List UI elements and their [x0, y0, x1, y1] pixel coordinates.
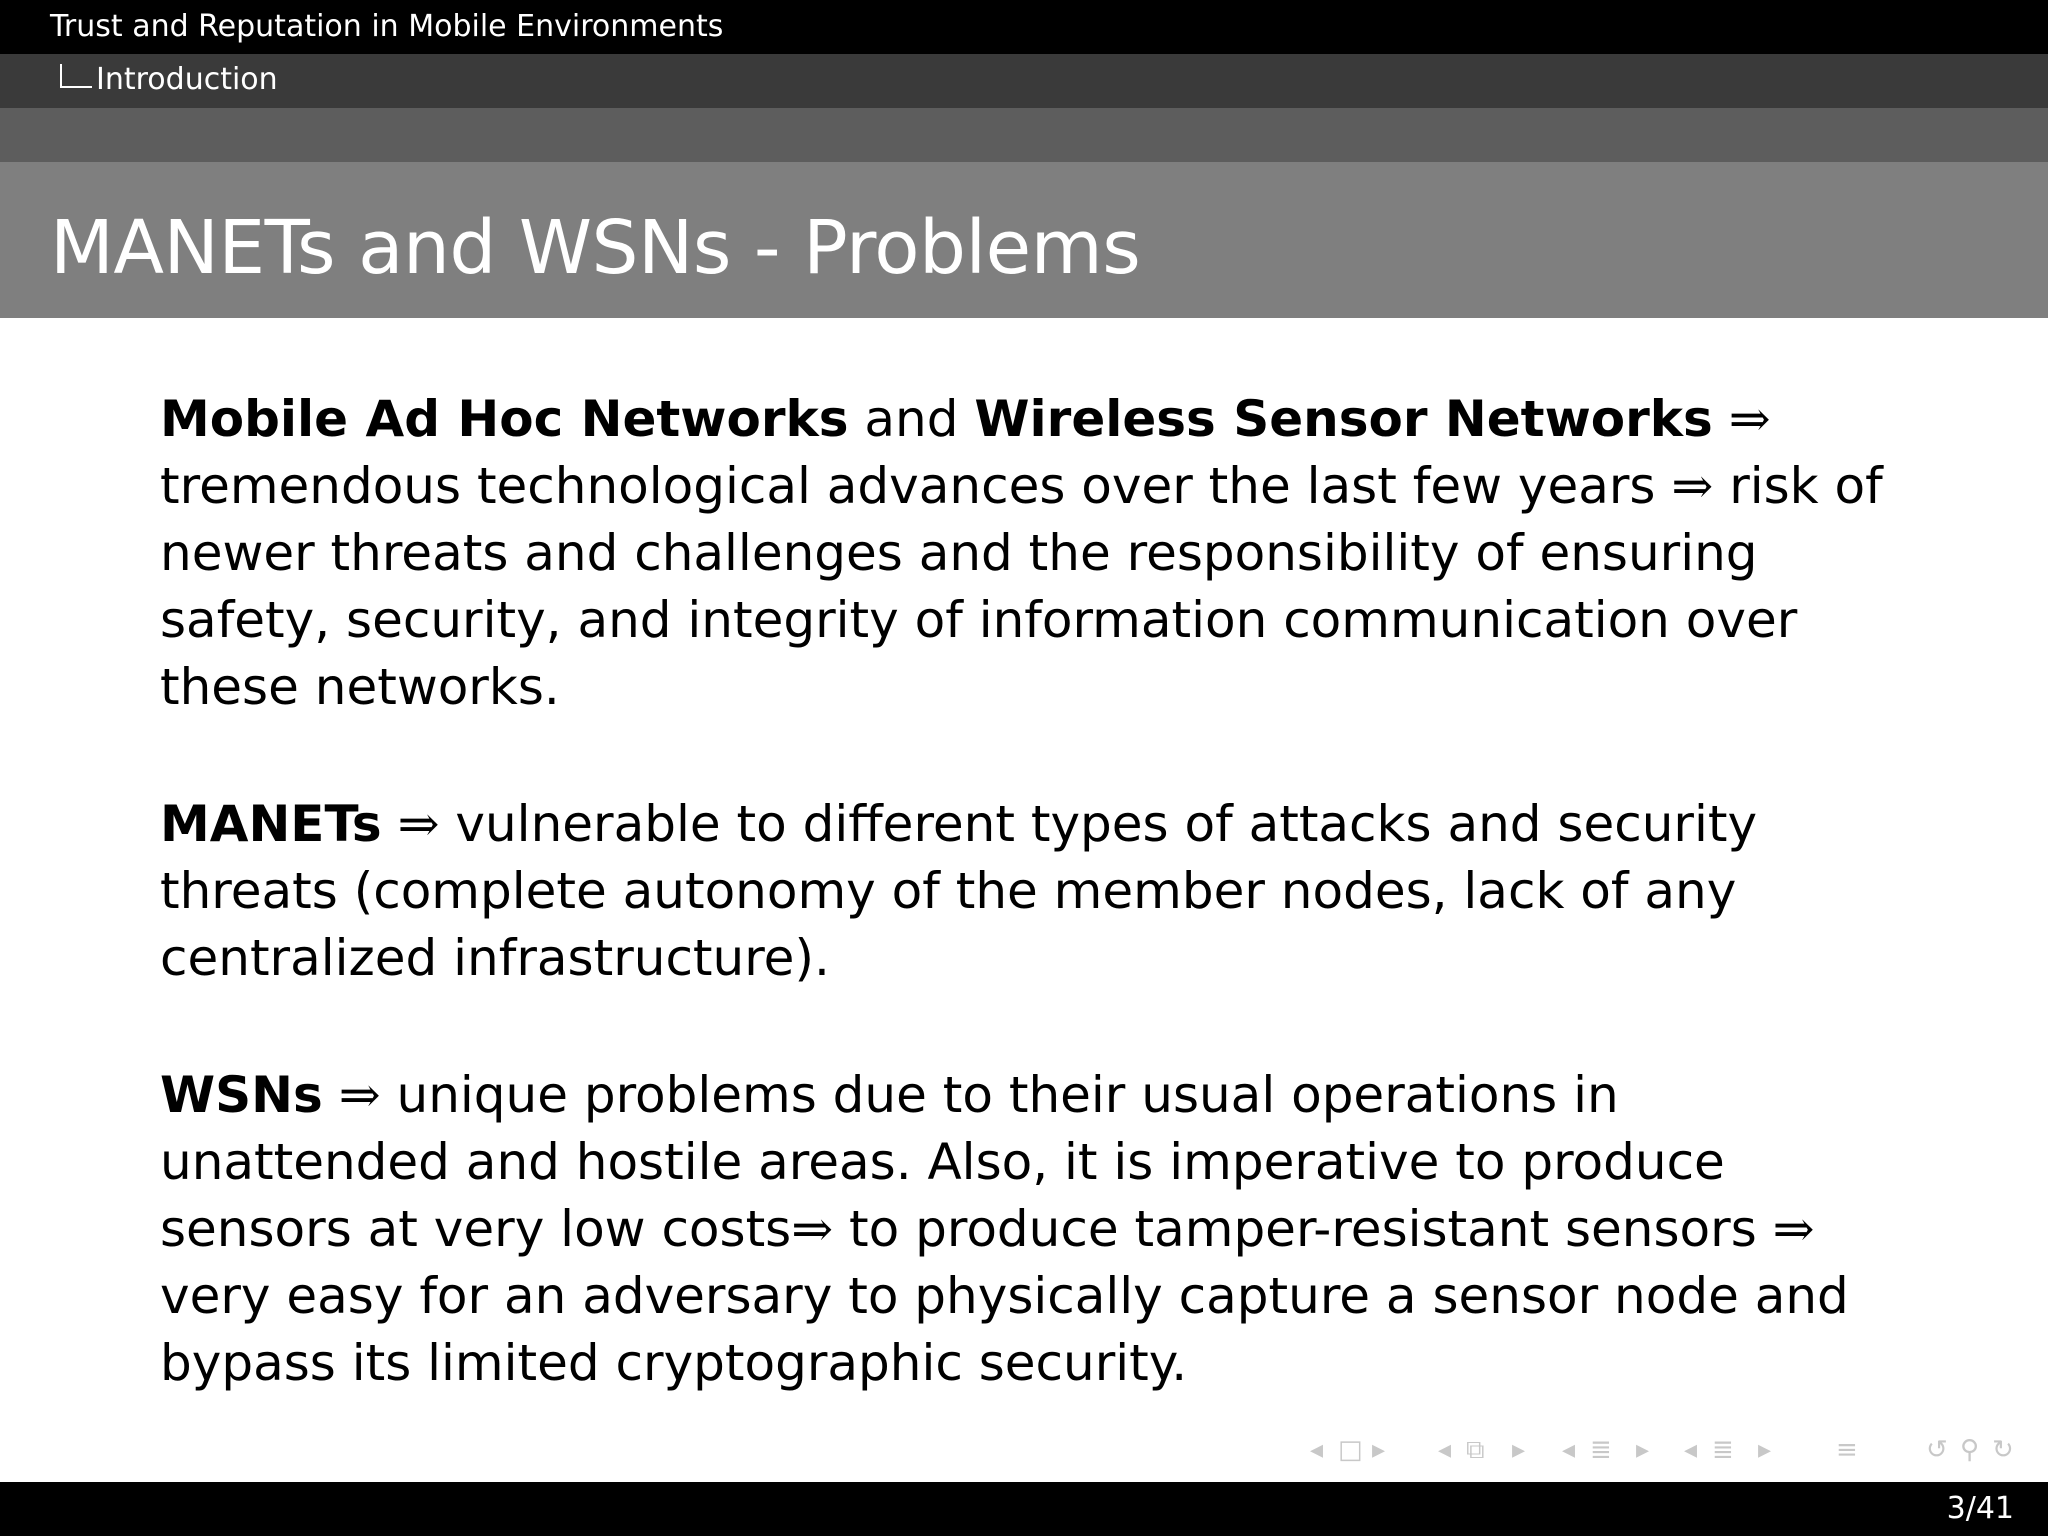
paragraph-manets — [160, 791, 1900, 992]
arrow-right-icon[interactable]: ▸ — [1512, 1435, 1526, 1465]
list-icon[interactable]: ≣ — [1712, 1435, 1734, 1465]
paragraph-overview — [160, 386, 1900, 721]
arrow-left-icon[interactable]: ◂ — [1562, 1435, 1576, 1465]
tree-corner-icon — [60, 64, 92, 88]
implies-arrow-icon: ⇒ — [397, 795, 440, 853]
term-manet-full: Mobile Ad Hoc Networks — [160, 390, 849, 448]
implies-arrow-icon: ⇒ — [1728, 390, 1771, 448]
paragraph-text: very easy for an adversary to physically capture a sensor node and bypass its limited cryptographic security. — [160, 1267, 1849, 1392]
footer-bar — [0, 1482, 2048, 1536]
term-wsn-full: Wireless Sensor Networks — [974, 390, 1713, 448]
header-presentation-bar — [0, 0, 2048, 54]
paragraph-text: tremendous technological advances over the last few years — [160, 457, 1656, 515]
implies-arrow-icon: ⇒ — [1772, 1200, 1815, 1258]
align-icon[interactable]: ≡ — [1836, 1435, 1858, 1465]
arrow-right-icon[interactable]: ▸ — [1636, 1435, 1650, 1465]
undo-icon[interactable]: ↺ — [1926, 1435, 1948, 1465]
arrow-right-icon[interactable]: ▸ — [1372, 1435, 1386, 1465]
paragraph-text: risk of newer threats and challenges and the responsibility of ensuring safety, security, and integrity of information communication over these networks. — [160, 457, 1883, 716]
search-icon[interactable]: ⚲ — [1960, 1435, 1980, 1465]
section-name[interactable]: Introduction — [96, 62, 278, 97]
slide-content — [160, 386, 1900, 1467]
page-number: 3/41 — [1946, 1491, 2014, 1526]
term-wsns: WSNs — [160, 1066, 323, 1124]
presentation-title[interactable]: Trust and Reputation in Mobile Environments — [50, 9, 724, 44]
arrow-right-icon[interactable]: ▸ — [1758, 1435, 1772, 1465]
redo-icon[interactable]: ↻ — [1992, 1435, 2014, 1465]
arrow-left-icon[interactable]: ◂ — [1684, 1435, 1698, 1465]
paragraph-wsns — [160, 1062, 1900, 1397]
paragraph-text: to produce tamper-resistant sensors — [849, 1200, 1757, 1258]
header-section-bar — [0, 54, 2048, 108]
section-icon[interactable]: ≣ — [1590, 1435, 1612, 1465]
paragraph-text: unique problems due to their usual operations in unattended and hostile areas. Also, it is imperative to produce sensors at very low costs — [160, 1066, 1725, 1258]
paragraph-text: vulnerable to different types of attacks and security threats (complete autonomy of the member nodes, lack of any centralized infrastructure). — [160, 795, 1758, 987]
header-subsection-bar — [0, 108, 2048, 162]
subsection-icon[interactable]: ⧉ — [1466, 1435, 1485, 1465]
arrow-left-icon[interactable]: ◂ — [1438, 1435, 1452, 1465]
slide-title: MANETs and WSNs - Problems — [50, 205, 1141, 291]
arrow-left-icon[interactable]: ◂ — [1310, 1435, 1324, 1465]
term-manets: MANETs — [160, 795, 382, 853]
implies-arrow-icon: ⇒ — [338, 1066, 381, 1124]
implies-arrow-icon: ⇒ — [791, 1200, 834, 1258]
implies-arrow-icon: ⇒ — [1671, 457, 1714, 515]
joiner-text: and — [848, 390, 975, 448]
beamer-navigation — [1310, 1432, 2030, 1468]
frame-icon[interactable]: □ — [1338, 1435, 1363, 1465]
slide-title-bar — [0, 162, 2048, 318]
